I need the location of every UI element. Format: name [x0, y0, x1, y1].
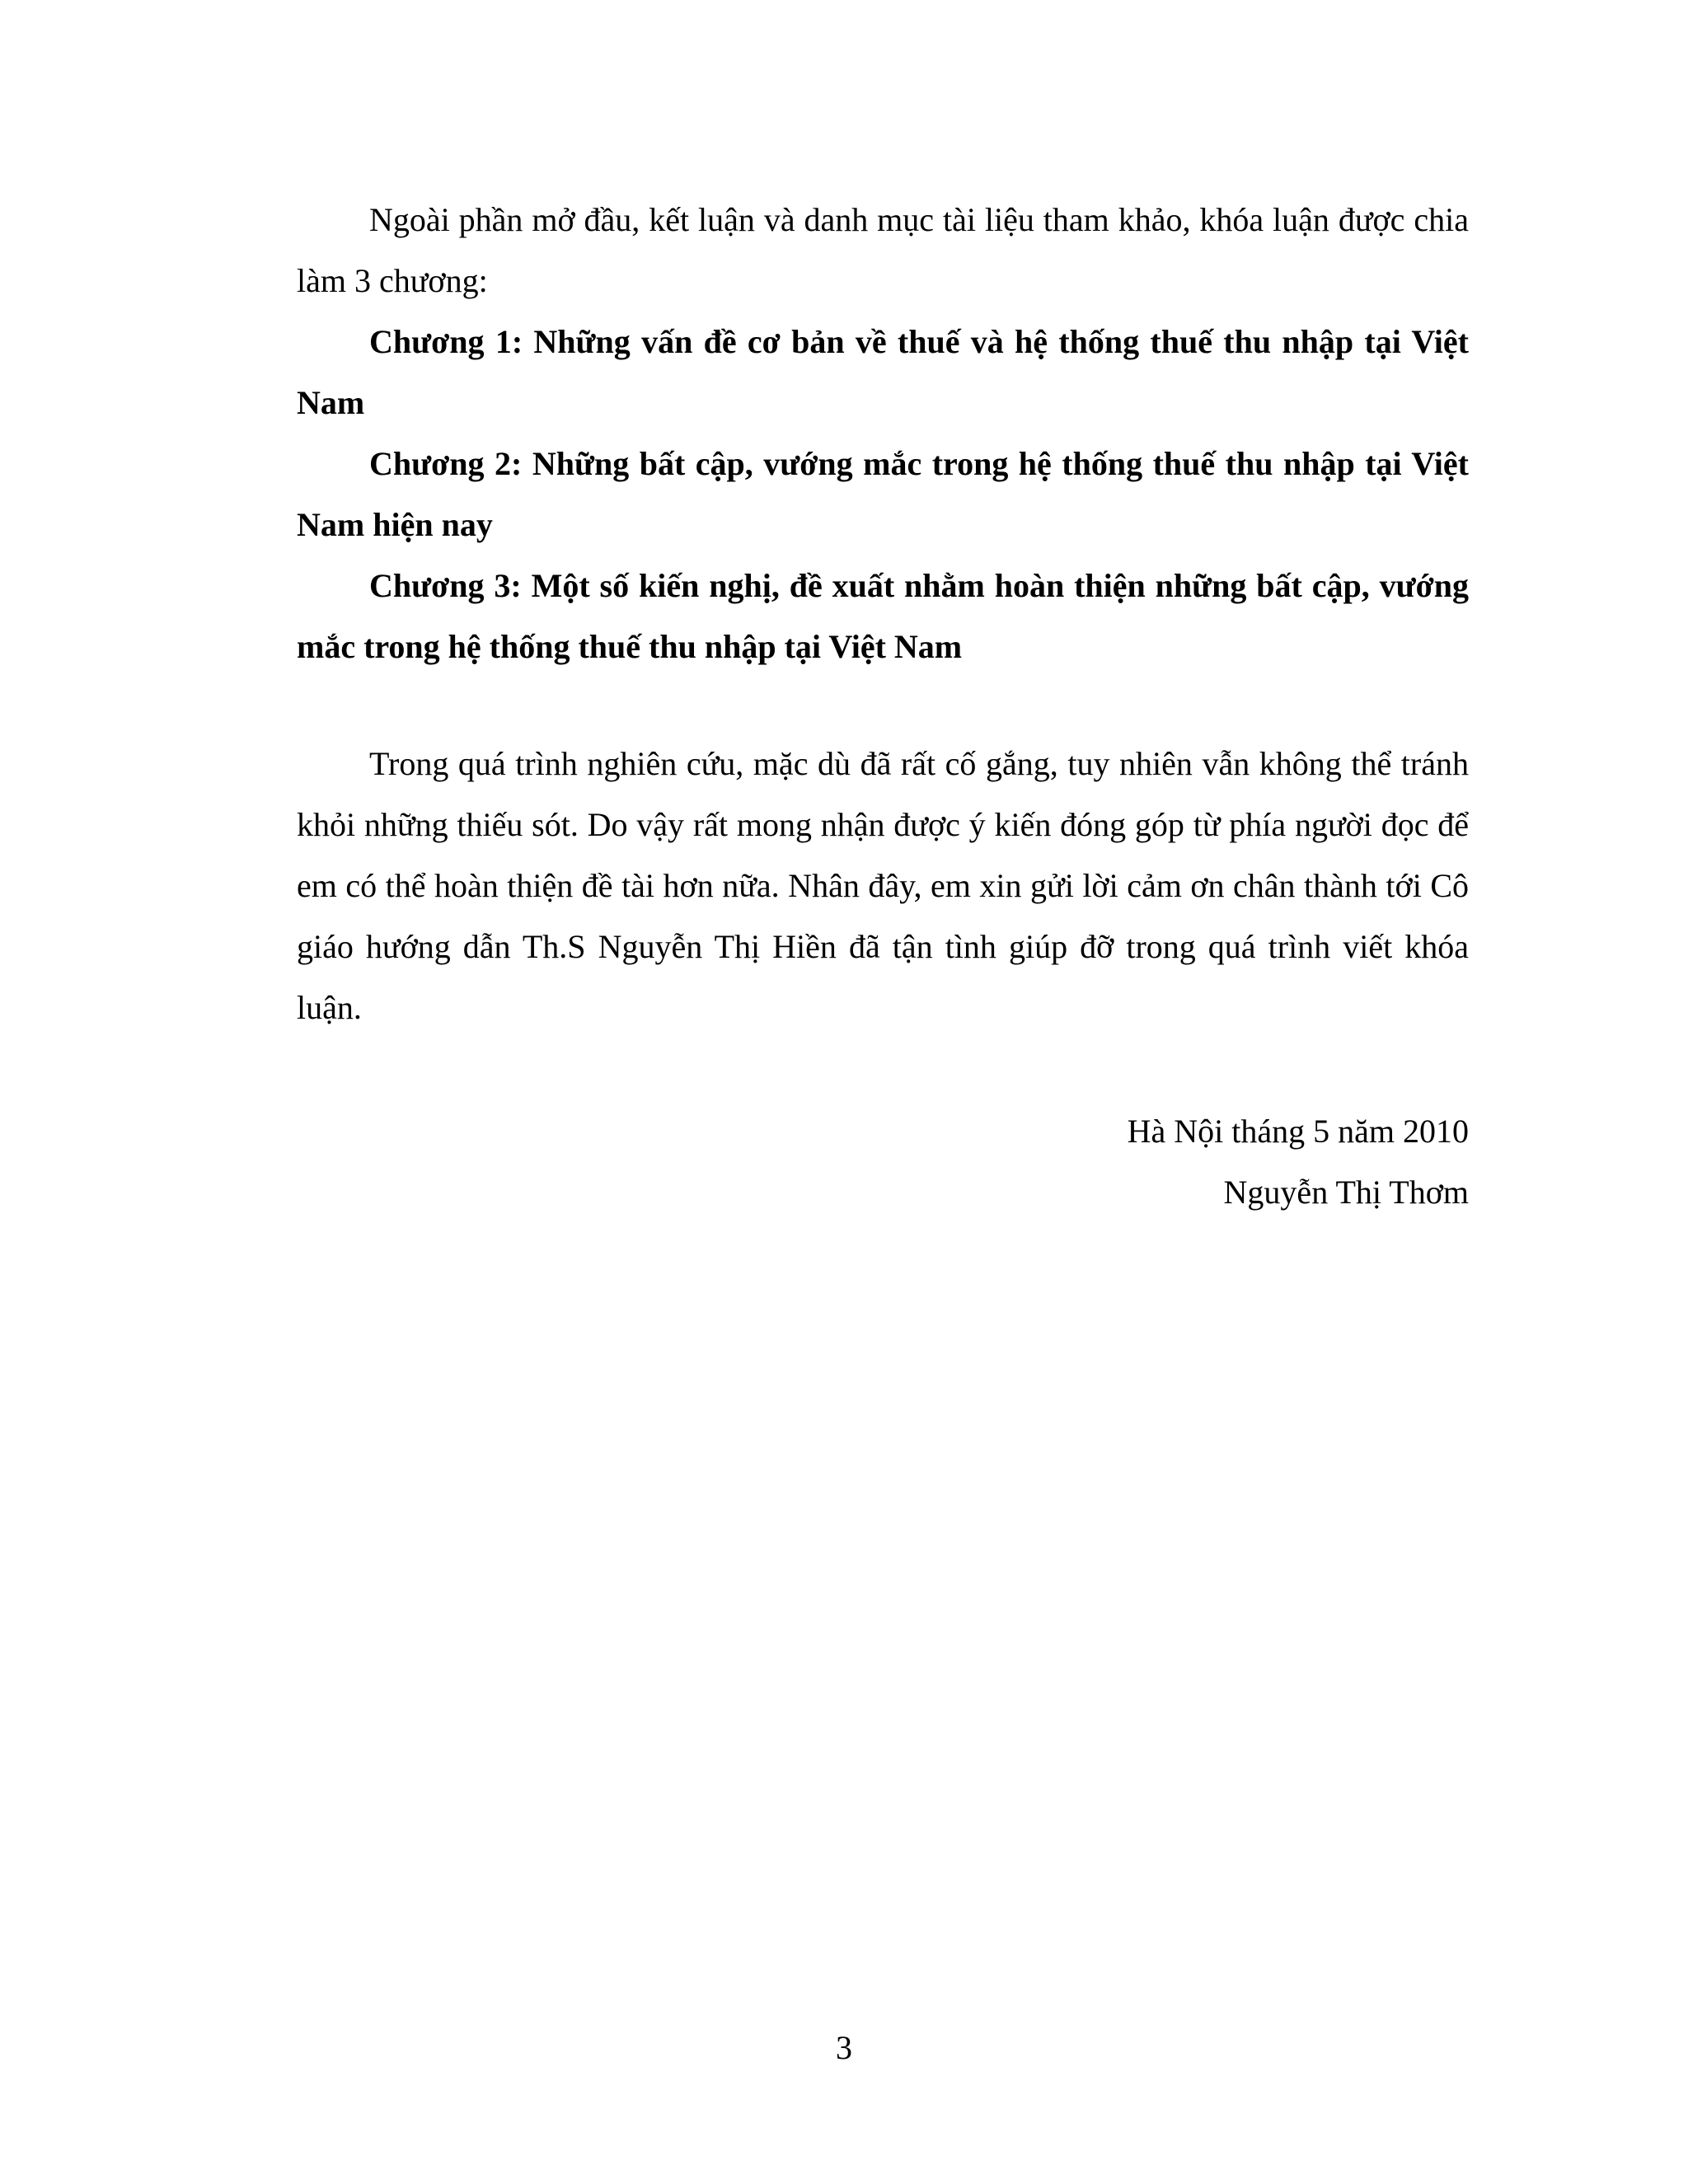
chapter-1-heading: Chương 1: Những vấn đề cơ bản về thuế và hệ thống thuế thu nhập tại Việt Nam	[297, 323, 1469, 421]
page-number: 3	[836, 2029, 852, 2066]
signature-name: Nguyễn Thị Thơm	[1223, 1174, 1469, 1211]
closing-paragraph: Trong quá trình nghiên cứu, mặc dù đã rất cố gắng, tuy nhiên vẫn không thể tránh khỏi những thiếu sót. Do vậy rất mong nhận được ý kiến đóng góp từ phía người đọc để em có thể hoàn thiện đề tài hơn nữa. Nhân đây, em xin gửi lời cảm ơn chân thành tới Cô giáo hướng dẫn Th.S Nguyễn Thị Hiền đã tận tình giúp đỡ trong quá trình viết khóa luận.	[297, 745, 1469, 1026]
chapter-2-heading: Chương 2: Những bất cập, vướng mắc trong hệ thống thuế thu nhập tại Việt Nam hiện nay	[297, 445, 1469, 543]
intro-paragraph-block	[297, 190, 1469, 312]
chapter-list	[297, 312, 1469, 677]
closing-paragraph-block	[297, 733, 1469, 1038]
intro-paragraph: Ngoài phần mở đầu, kết luận và danh mục tài liệu tham khảo, khóa luận được chia làm 3 chương:	[297, 201, 1469, 299]
chapter-3-heading: Chương 3: Một số kiến nghị, đề xuất nhằm hoàn thiện những bất cập, vướng mắc trong hệ thống thuế thu nhập tại Việt Nam	[297, 567, 1469, 665]
signature-date: Hà Nội tháng 5 năm 2010	[1127, 1113, 1469, 1150]
